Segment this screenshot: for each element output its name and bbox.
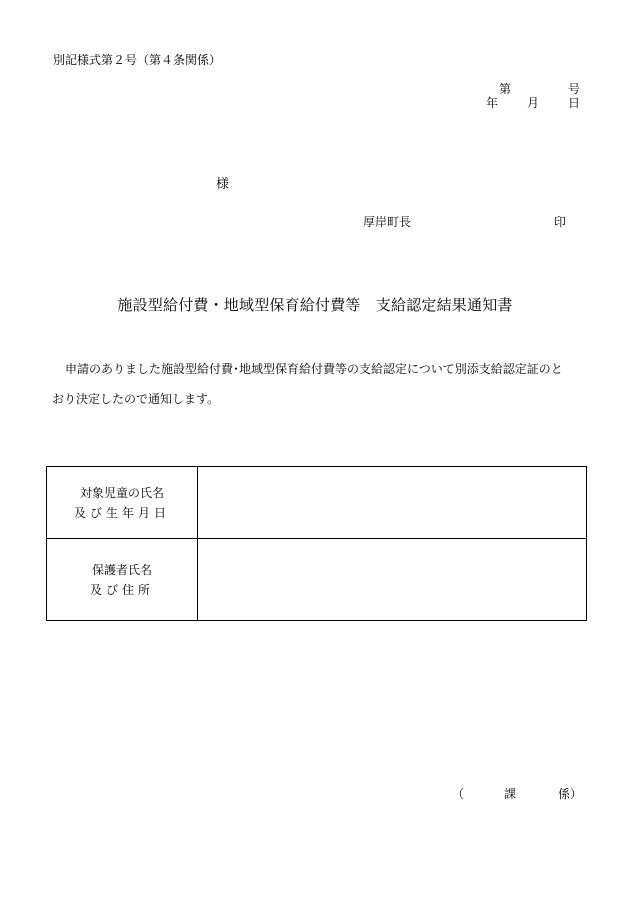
guardian-value-cell[interactable] (198, 539, 587, 621)
child-label-line1: 対象児童の氏名 (79, 485, 164, 500)
table-row-child (47, 467, 587, 539)
table-row-guardian (47, 539, 587, 621)
guardian-label-cell (47, 539, 198, 621)
doc-number-prefix: 第 (499, 82, 512, 96)
footer-section: 課 (504, 787, 517, 801)
footer-staff: 係） (558, 787, 583, 801)
addressee-honorific: 様 (216, 177, 230, 192)
child-label-cell (47, 467, 198, 539)
guardian-label-line2: 及び住所 (89, 582, 154, 597)
seal-mark: 印 (554, 215, 567, 229)
date-month-label: 月 (527, 96, 540, 110)
document-title: 施設型給付費・地域型保育給付費等 支給認定結果通知書 (117, 296, 513, 314)
child-label-line2: 及び生年月日 (73, 505, 170, 520)
info-table (46, 466, 587, 621)
body-line-1: 申請のありました施設型給付費･地域型保育給付費等の支給認定について別添支給認定証のと (65, 362, 563, 376)
doc-number-suffix: 号 (568, 82, 581, 96)
date-year-label: 年 (486, 96, 499, 110)
child-value-cell[interactable] (198, 467, 587, 539)
body-line-2: おり決定したので通知します。 (52, 392, 220, 406)
document-body (53, 354, 583, 414)
guardian-label-line1: 保護者氏名 (91, 562, 152, 577)
sender-title: 厚岸町長 (363, 215, 412, 229)
footer-open-paren: （ (452, 787, 465, 801)
form-number: 別記様式第２号（第４条関係） (53, 53, 222, 67)
date-day-label: 日 (568, 96, 581, 110)
